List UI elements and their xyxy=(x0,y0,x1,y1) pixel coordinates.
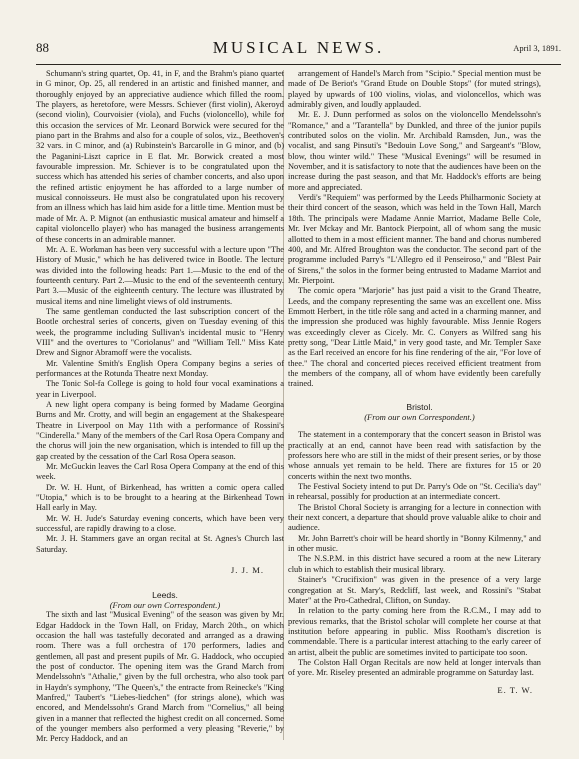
paragraph: The Festival Society intend to put Dr. Parry's Ode on "St. Cecilia's day" in rehearsal, possibly for production at an intermediate concert. xyxy=(288,482,541,502)
paragraph: Verdi's "Requiem" was performed by the Leeds Philharmonic Society at their third concert of the season, which was held in the Town Hall, March 18th. The principals were Madame Annie Marriot, Madame Belle Cole, Mr. Iver Mckay and Mr. Bantock Pierpoint, all of whom sang the music allotted to them in a most efficient manner. The band and chorus numbered 400, and Mr. Alfred Broughton was the conductor. The second part of the programme included Parry's "L'Allegro ed il Penseiroso," and "Blest Pair of Sirens," the solos in the former being entrusted to Madame Marriot and Mr. Pierpoint. xyxy=(288,193,541,285)
paragraph: Schumann's string quartet, Op. 41, in F, and the Brahm's piano quartet in G minor, Op. 25, all rendered in an artistic and finished manner, and thoroughly enjoyed by an appreciative audience which filled the room. The players, as heretofore, were Messrs. Schiever (first violin), Akeroyd (second violin), Courvoisier (viola), and Fuchs (violoncello), while for this occasion the services of Mr. Leonard Borwick were secured for the piano part in the Brahms and also for a couple of solos, viz., Beethoven's 32 vars. in C minor, and (a) Rubinstein's Barcarolle in G minor, and (b) the Paganini-Liszt caprice in E flat. Mr. Borwick created a most favourable impression. Mr. Schiever is to be congratulated upon the success which has attended his series of chamber concerts, and also upon the refined artistic enjoyment he has afforded to a large number of musical connoisseurs. He must also be congratulated upon his recovery from an illness which has laid him aside for a little time. Mention must be made of Mr. A. P. Mignot (an enthusiastic musical amateur and himself a capital violoncello player) who has managed the business arrangements of these concerts in an admirable manner. xyxy=(36,69,284,244)
page-number: 88 xyxy=(36,40,49,55)
section-subtitle-leeds: (From our own Correspondent.) xyxy=(109,599,221,610)
signature-etw: E. T. W. xyxy=(497,684,533,695)
header-rule xyxy=(36,64,561,65)
paragraph: Mr. A. E. Workman has been very successful with a lecture upon "The History of Music," which he has delivered twice in Bootle. The lecture was divided into the following heads: Part 1.—Music to the end of the fourteenth century. Part 2.—Music to the end of the seventeenth century. Part 3.—Music of the eighteenth century. The lecture was illustrated by musical items and nine limelight views of old instruments. xyxy=(36,244,284,306)
right-column xyxy=(288,69,541,695)
paragraph: arrangement of Handel's March from "Scipio." Special mention must be made of De Beriot's "Grand Etude on Double Stops" (for muted strings), played by upwards of 100 violins, violas, and violoncellos, which was admirably given, and loudly applauded. xyxy=(288,69,541,110)
page-header xyxy=(36,38,561,60)
paragraph: A new light opera company is being formed by Madame Georgina Burns and Mr. Crotty, and will begin an engagement at the Shakespeare Theatre in Liverpool on May 11th with a performance of Rossini's "Cinderella." Many of the members of the Carl Rosa Opera Company and the chorus will join the new organisation, which is intended to fill up the gap created by the cessation of the Carl Rosa Opera season. xyxy=(36,400,284,461)
paragraph: The Bristol Choral Society is arranging for a lecture in connection with their next concert, a departure that should prove valuable alike to choir and audience. xyxy=(288,502,541,533)
left-column xyxy=(36,69,284,745)
leeds-article-body xyxy=(36,610,284,744)
bristol-article-body xyxy=(288,430,541,678)
paragraph: Mr. E. J. Dunn performed as solos on the violoncello Mendelssohn's "Romance," and a "Tarantella" by Dunkled, and three of the junior pupils contributed solos on the violin. Mr. Archibald Ramsden, Jun., was the vocalist, and sang Pinsuti's "Bedouin Love Song," and Sargeant's "Blow, blow, thou winter wild." These "Musical Evenings" will be resumed in November, and it is satisfactory to note that the audiences have been on the increase during the past season, and that Mr. Haddock's efforts are being more and appreciated. xyxy=(288,110,541,192)
section-subtitle-bristol: (From our own Correspondent.) xyxy=(364,412,475,422)
paragraph: Mr. John Barrett's choir will be heard shortly in "Bonny Kilmenny," and in other music. xyxy=(288,533,541,554)
right-article-body xyxy=(288,69,541,390)
paragraph: Mr. Valentine Smith's English Opera Company begins a series of performances at the Rotunda Theatre next Monday. xyxy=(36,358,284,378)
section-title-leeds: Leeds. xyxy=(152,589,178,600)
paragraph: The N.S.P.M. in this district have secured a room at the new Literary club in which to establish their musical library. xyxy=(288,554,541,574)
left-article-body xyxy=(36,69,284,555)
issue-date: April 3, 1891. xyxy=(513,43,561,53)
masthead-title: MUSICAL NEWS. xyxy=(212,38,385,57)
paragraph: Mr. W. H. Jude's Saturday evening concerts, which have been very successful, are rapidly drawing to a close. xyxy=(36,513,284,534)
paragraph: The same gentleman conducted the last subscription concert of the Bootle orchestral series of concerts, given on Tuesday evening of this week, the programme including Sullivan's incidental music to "Henry VIII" and the overtures to "Coriolanus" and "William Tell." Miss Kate Drew and Signor Abramoff were the vocalists. xyxy=(36,306,284,358)
paragraph: In relation to the party coming here from the R.C.M., I may add to previous remarks, that the Bristol scholar will complete her course at that institution before appearing in public. Miss Rootham's discretion is commendable. There is a particular interest attaching to the early career of an artist, albeit the public are sometimes invited to participate too soon. xyxy=(288,606,541,657)
paragraph: The comic opera "Marjorie" has just paid a visit to the Grand Theatre, Leeds, and the company representing the same was an excellent one. Miss Emmott Herbert, in the title rôle sang and acted in a charming manner, and the impression she produced was highly favourable. Miss Jennie Rogers was exceedingly clever as Cicely. Mr. C. Conyers as Wilfred sang his pretty song, "Dear Little Maid," in very good taste, and Mr. Templer Saxe as the Earl received an encore for his fine rendering of the air, "For love of thee." The choral and concerted pieces received efficient treatment from the members of the company, all of whom have evidently been carefully trained. xyxy=(288,286,541,389)
paragraph: Dr. W. H. Hunt, of Birkenhead, has written a comic opera called "Utopia," which is to be brought to a hearing at the Birkenhead Town Hall early in May. xyxy=(36,482,284,513)
section-title-bristol: Bristol. xyxy=(406,401,433,412)
paragraph: The Colston Hall Organ Recitals are now held at longer intervals than of yore. Mr. Riseley presented an admirable programme on Saturday last. xyxy=(288,657,541,678)
paragraph: Stainer's "Crucifixion" was given in the presence of a very large congregation at St. Mary's, Redcliff, last week, and Rossini's "Stabat Mater" at the Pro-Cathedral, Clifton, on Sunday. xyxy=(288,575,541,605)
paragraph: The sixth and last "Musical Evening" of the season was given by Mr. Edgar Haddock in the Town Hall, on Friday, March 20th., on which occasion the hall was tastefully decorated and arranged as a drawing room. There was a full orchestra of 170 performers, ladies and gentlemen, all past and present pupils of Mr. G. Haddock, who occupied the post of conductor. The opening item was the Grand March from Mendelssohn's "Athalie," given by the full orchestra, who also took part in Haydn's symphony, "The Queen's," the entracte from Reinecke's "King Manfred," Taubert's "Liebes-liedchen" (for strings alone), which was encored, and Mendelssohn's Grand March from "Cornelius," all being given in a manner that reflected the highest credit on all concerned. Some of the younger members also performed a very pleasing "Reverie," by Mr. Percy Haddock, and an xyxy=(36,610,284,744)
signature-jjm: J. J. M. xyxy=(230,565,264,576)
paragraph: Mr. McGuckin leaves the Carl Rosa Opera Company at the end of this week. xyxy=(36,462,284,482)
paragraph: Mr. J. H. Stammers gave an organ recital at St. Agnes's Church last Saturday. xyxy=(36,534,284,554)
paragraph: The statement in a contemporary that the concert season in Bristol was practically at an end, cannot have been read with satisfaction by the professors here who are still in the midst of their present series, or by those whose annuals yet remain to be held. There are fixtures for 15 or 20 concerts within the next two months. xyxy=(288,430,541,481)
paragraph: The Tonic Sol-fa College is going to hold four vocal examinations a year in Liverpool. xyxy=(36,379,284,399)
